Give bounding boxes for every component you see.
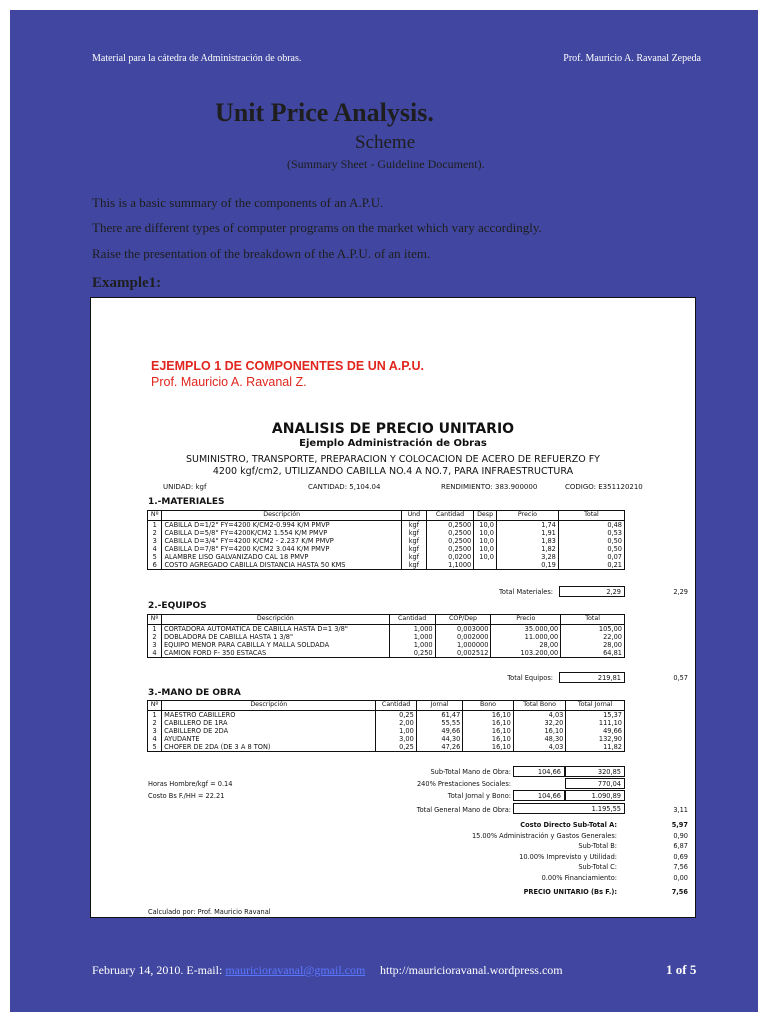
- labor-total-jb-label: Total Jornal y Bono:: [447, 792, 511, 800]
- column-header: Nº: [148, 511, 162, 521]
- column-header: COP/Dep: [435, 615, 491, 625]
- table-cell: COSTO AGREGADO CABILLA DISTANCIA HASTA 50 KMS: [162, 561, 402, 570]
- table-cell: AYUDANTE: [162, 735, 376, 743]
- table-cell: kgf: [401, 521, 426, 530]
- table-cell: 111,10: [566, 719, 625, 727]
- column-header: Total: [561, 615, 625, 625]
- summary-label: Sub-Total C:: [578, 863, 617, 871]
- column-header: Nº: [148, 701, 162, 711]
- labor-benefits-label: 240% Prestaciones Sociales:: [416, 780, 511, 788]
- page-subnote: (Summary Sheet - Guideline Document).: [287, 157, 485, 171]
- table-cell: 1: [148, 625, 162, 634]
- table-row: [148, 625, 625, 634]
- table-cell: 16,10: [463, 719, 514, 727]
- materials-total-value: 2,29: [559, 586, 625, 597]
- table-cell: 5: [148, 553, 162, 561]
- column-header: Jornal: [416, 701, 462, 711]
- column-header: Total Bono: [513, 701, 566, 711]
- table-row: [148, 727, 625, 735]
- table-cell: 0,2500: [426, 529, 473, 537]
- summary-value: 7,56: [673, 863, 688, 871]
- table-cell: 16,10: [463, 727, 514, 735]
- footer-url-link[interactable]: http://mauricioravanal.wordpress.com: [380, 963, 563, 977]
- materials-table: [147, 510, 625, 570]
- table-cell: 1,000: [389, 641, 435, 649]
- labor-subtotal-label: Sub-Total Mano de Obra:: [430, 768, 511, 776]
- table-cell: 11.000,00: [491, 633, 561, 641]
- table-cell: 49,66: [566, 727, 625, 735]
- table-row: [148, 719, 625, 727]
- table-cell: CABILLERO DE 2DA: [162, 727, 376, 735]
- summary-label: Sub-Total B:: [578, 842, 617, 850]
- table-cell: 49,66: [416, 727, 462, 735]
- table-cell: [474, 561, 497, 570]
- table-cell: 0,2500: [426, 537, 473, 545]
- table-cell: 2: [148, 529, 162, 537]
- table-cell: 10,0: [474, 545, 497, 553]
- page-subtitle: Scheme: [355, 132, 416, 153]
- calculated-by: Calculado por: Prof. Mauricio Ravanal: [148, 908, 271, 916]
- table-cell: 32,20: [513, 719, 566, 727]
- table-cell: 0,2500: [426, 545, 473, 553]
- column-header: Descripción: [162, 701, 376, 711]
- summary-label: 0.00% Financiamiento:: [541, 873, 617, 882]
- table-cell: 2,00: [376, 719, 416, 727]
- table-cell: 16,10: [463, 711, 514, 720]
- labor-total-jb-bono: 104,66: [513, 790, 565, 801]
- table-cell: 10,0: [474, 521, 497, 530]
- column-header: Cantidad: [389, 615, 435, 625]
- table-cell: 44,30: [416, 735, 462, 743]
- table-cell: 1,74: [496, 521, 558, 530]
- table-cell: 0,07: [558, 553, 624, 561]
- apu-description-line2: 4200 kgf/cm2, UTILIZANDO CABILLA NO.4 A NO.7, PARA INFRAESTRUCTURA: [212, 466, 574, 477]
- apu-subtitle: Ejemplo Administración de Obras: [299, 438, 487, 449]
- summary-value: 0,69: [673, 852, 688, 861]
- table-cell: 10,0: [474, 529, 497, 537]
- table-cell: CABILLA D=5/8" FY=4200K/CM2 1.554 K/M PMVP: [162, 529, 402, 537]
- document-page: [10, 10, 758, 1012]
- table-row: [148, 649, 625, 658]
- table-cell: 0,002000: [435, 633, 491, 641]
- column-header: Precio: [496, 511, 558, 521]
- table-cell: 1: [148, 521, 162, 530]
- table-cell: kgf: [401, 529, 426, 537]
- paragraph-3: Raise the presentation of the breakdown of the A.P.U. of an item.: [92, 246, 431, 261]
- hours-note: Horas Hombre/kgf = 0.14: [148, 780, 233, 788]
- summary-value: 6,87: [673, 842, 688, 850]
- table-cell: 48,30: [513, 735, 566, 743]
- table-row: [148, 529, 625, 537]
- apu-title: ANALISIS DE PRECIO UNITARIO: [271, 421, 515, 437]
- table-cell: 22,00: [561, 633, 625, 641]
- materials-section-title: 1.-MATERIALES: [148, 497, 225, 507]
- table-cell: 0,21: [558, 561, 624, 570]
- table-cell: 0,250: [389, 649, 435, 658]
- table-cell: 3: [148, 537, 162, 545]
- table-cell: 0,19: [496, 561, 558, 570]
- table-cell: 105,00: [561, 625, 625, 634]
- summary-label: 10.00% Imprevisto y Utilidad:: [519, 852, 617, 861]
- table-cell: CABILLA D=3/4" FY=4200 K/CM2 - 2.237 K/M PMVP: [162, 537, 402, 545]
- column-header: Descripción: [161, 615, 389, 625]
- table-cell: DOBLADORA DE CABILLA HASTA 1 3/8": [161, 633, 389, 641]
- table-cell: 16,10: [463, 743, 514, 752]
- table-cell: 0,0200: [426, 553, 473, 561]
- table-row: [148, 521, 625, 530]
- column-header: Total: [558, 511, 624, 521]
- summary-value: 7,56: [671, 888, 688, 896]
- footer-date: [92, 963, 365, 978]
- table-cell: 4,03: [513, 743, 566, 752]
- labor-section-title: 3.-MANO DE OBRA: [148, 688, 241, 698]
- table-cell: 3,28: [496, 553, 558, 561]
- table-cell: 28,00: [561, 641, 625, 649]
- table-cell: 0,002512: [435, 649, 491, 658]
- table-cell: 0,50: [558, 537, 624, 545]
- column-header: Nº: [148, 615, 162, 625]
- table-cell: 61,47: [416, 711, 462, 720]
- table-cell: 47,26: [416, 743, 462, 752]
- table-cell: 0,2500: [426, 521, 473, 530]
- table-cell: 0,48: [558, 521, 624, 530]
- footer-page-number: 1 of 5: [666, 962, 697, 977]
- table-cell: CABILLA D=1/2" FY=4200 K/CM2-0.994 K/M PMVP: [162, 521, 402, 530]
- table-header-row: [148, 701, 625, 711]
- table-row: [148, 553, 625, 561]
- table-cell: 11,82: [566, 743, 625, 752]
- table-cell: MAESTRO CABILLERO: [162, 711, 376, 720]
- equipment-total-value: 219,81: [559, 672, 625, 683]
- equipment-total-label: Total Equipos:: [507, 674, 553, 682]
- summary-label: 15.00% Administración y Gastos Generales:: [471, 831, 617, 840]
- table-cell: 16,10: [463, 735, 514, 743]
- table-cell: CORTADORA AUTOMATICA DE CABILLA HASTA D=1 3/8": [161, 625, 389, 634]
- column-header: Descripción: [162, 511, 402, 521]
- table-cell: 0,25: [376, 743, 416, 752]
- table-cell: EQUIPO MENOR PARA CABILLA Y MALLA SOLDADA: [161, 641, 389, 649]
- table-cell: 3: [148, 727, 162, 735]
- table-cell: 1,82: [496, 545, 558, 553]
- table-cell: 2: [148, 633, 162, 641]
- table-cell: 10,0: [474, 537, 497, 545]
- table-cell: 3,00: [376, 735, 416, 743]
- quantity-label: CANTIDAD: 5,104.04: [308, 483, 381, 491]
- table-cell: 0,53: [558, 529, 624, 537]
- table-cell: CABILLERO DE 1RA: [162, 719, 376, 727]
- column-header: Und: [401, 511, 426, 521]
- labor-subtotal-bono: 104,66: [513, 766, 565, 777]
- table-row: [148, 561, 625, 570]
- summary-label: PRECIO UNITARIO (Bs F.):: [523, 888, 617, 896]
- paragraph-1: This is a basic summary of the components of an A.P.U.: [92, 195, 384, 210]
- table-row: [148, 633, 625, 641]
- table-row: [148, 735, 625, 743]
- labor-total-jb-value: 1.090,89: [565, 790, 625, 801]
- table-cell: 28,00: [491, 641, 561, 649]
- table-cell: 35.000,00: [491, 625, 561, 634]
- table-cell: 6: [148, 561, 162, 570]
- table-cell: 1,000: [389, 625, 435, 634]
- table-header-row: [148, 511, 625, 521]
- table-cell: 1,000000: [435, 641, 491, 649]
- table-cell: kgf: [401, 553, 426, 561]
- equipment-table: [147, 614, 625, 658]
- table-cell: 0,003000: [435, 625, 491, 634]
- table-cell: 4,03: [513, 711, 566, 720]
- yield-label: RENDIMIENTO: 383.900000: [441, 483, 538, 491]
- table-cell: kgf: [401, 561, 426, 570]
- table-cell: 64,81: [561, 649, 625, 658]
- table-cell: 16,10: [513, 727, 566, 735]
- equipment-section-title: 2.-EQUIPOS: [148, 601, 207, 611]
- table-cell: 15,37: [566, 711, 625, 720]
- table-cell: 55,55: [416, 719, 462, 727]
- column-header: Desp: [474, 511, 497, 521]
- paragraph-2: There are different types of computer programs on the market which vary accordingly.: [92, 220, 542, 235]
- table-cell: 4: [148, 545, 162, 553]
- page-title: Unit Price Analysis.: [215, 98, 434, 127]
- table-cell: 4: [148, 649, 162, 658]
- sheet-red-author: Prof. Mauricio A. Ravanal Z.: [151, 375, 307, 389]
- table-header-row: [148, 615, 625, 625]
- summary-label: Costo Directo Sub-Total A:: [520, 821, 617, 829]
- column-header: Cantidad: [376, 701, 416, 711]
- summary-value: 0,00: [673, 873, 688, 882]
- table-row: [148, 743, 625, 752]
- table-cell: 2: [148, 719, 162, 727]
- table-cell: 4: [148, 735, 162, 743]
- labor-table: [147, 700, 625, 752]
- table-cell: kgf: [401, 545, 426, 553]
- table-cell: CABILLA D=7/8" FY=4200 K/CM2 3.044 K/M PMVP: [162, 545, 402, 553]
- table-cell: 3: [148, 641, 162, 649]
- apu-description-line1: SUMINISTRO, TRANSPORTE, PREPARACION Y COLOCACION DE ACERO DE REFUERZO FY: [185, 454, 600, 465]
- table-cell: 10,0: [474, 553, 497, 561]
- footer-date-text: February 14, 2010. E-mail:: [92, 963, 226, 977]
- table-cell: CAMION FORD F- 350 ESTACAS: [161, 649, 389, 658]
- table-cell: 1,83: [496, 537, 558, 545]
- unit-label: UNIDAD: kgf: [163, 483, 207, 491]
- table-cell: 1,00: [376, 727, 416, 735]
- table-cell: 1,91: [496, 529, 558, 537]
- example-label: Example1:: [92, 275, 162, 291]
- materials-total-label: Total Materiales:: [499, 588, 553, 596]
- table-cell: kgf: [401, 537, 426, 545]
- header-author: Prof. Mauricio A. Ravanal Zepeda: [563, 53, 701, 64]
- column-header: Total Jornal: [566, 701, 625, 711]
- table-cell: 103.200,00: [491, 649, 561, 658]
- table-cell: 1: [148, 711, 162, 720]
- cost-note: Costo Bs F./HH = 22.21: [148, 792, 225, 800]
- table-cell: 1,1000: [426, 561, 473, 570]
- equipment-side-value: 0,57: [673, 674, 688, 682]
- column-header: Bono: [463, 701, 514, 711]
- table-row: [148, 537, 625, 545]
- table-cell: 1,000: [389, 633, 435, 641]
- footer-email-link[interactable]: mauricioravanal@gmail.com: [225, 963, 366, 977]
- table-row: [148, 711, 625, 720]
- apu-sheet-image: [90, 297, 696, 918]
- table-row: [148, 641, 625, 649]
- labor-side-value: 3,11: [673, 806, 688, 814]
- labor-general-value: 1.195,55: [513, 803, 625, 814]
- column-header: Precio: [491, 615, 561, 625]
- sheet-red-title: EJEMPLO 1 DE COMPONENTES DE UN A.P.U.: [151, 359, 424, 373]
- labor-general-label: Total General Mano de Obra:: [416, 806, 511, 814]
- labor-benefits-value: 770,04: [565, 778, 625, 789]
- materials-side-value: 2,29: [673, 588, 688, 596]
- table-cell: CHOFER DE 2DA (DE 3 A 8 TON): [162, 743, 376, 752]
- table-cell: ALAMBRE LISO GALVANIZADO CAL 18 PMVP: [162, 553, 402, 561]
- table-cell: 5: [148, 743, 162, 752]
- code-label: CODIGO: E351120210: [565, 483, 643, 491]
- summary-value: 0,90: [673, 831, 688, 840]
- column-header: Cantidad: [426, 511, 473, 521]
- table-row: [148, 545, 625, 553]
- labor-subtotal-jornal: 320,85: [565, 766, 625, 777]
- header-course: Material para la cátedra de Administración de obras.: [92, 53, 302, 64]
- table-cell: 0,50: [558, 545, 624, 553]
- table-cell: 132,90: [566, 735, 625, 743]
- table-cell: 0,25: [376, 711, 416, 720]
- summary-value: 5,97: [671, 821, 688, 829]
